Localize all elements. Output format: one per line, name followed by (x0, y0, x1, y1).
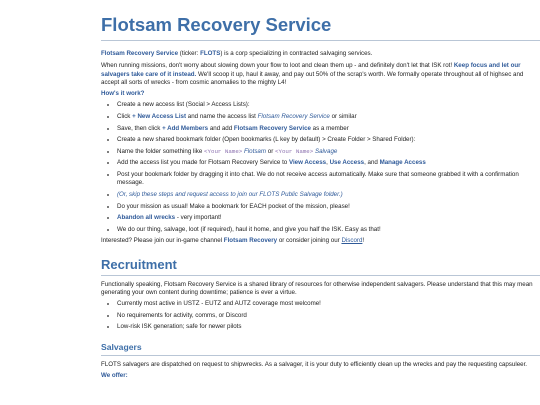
public-folder-link[interactable]: (Or, skip these steps and request access to join our FLOTS Public Salvage folder.) (117, 190, 343, 198)
list-item: • Abandon all wrecks - very important! (117, 214, 540, 222)
steps-list (101, 101, 540, 234)
list-item: • Post your bookmark folder by dragging it into chat. We do not receive access automatically. Make sure that someone grabbed it with a confirmation message. (117, 171, 540, 188)
interested-paragraph: Interested? Please join our in-game channel Flotsam Recovery or consider joining our Discord! (101, 237, 365, 245)
list-item: • Add the access list you made for Flotsam Recovery Service to View Access, Use Access, and Manage Access (117, 159, 540, 167)
list-item: • We do our thing, salvage, loot (if required), haul it home, and give you half the ISK. Easy as that! (117, 226, 540, 234)
list-item: • Name the folder something like <Your Name> Flotsam or <Your Name> Salvage (117, 148, 540, 156)
page (101, 0, 540, 380)
list-item (117, 191, 540, 199)
corp-name: Flotsam Recovery Service (101, 50, 179, 57)
recruitment-heading: Recruitment (101, 257, 540, 276)
list-item: • Create a new shared bookmark folder (Open bookmarks (L key by default) > Create Folder > Shared Folder): (117, 136, 540, 144)
discord-link[interactable]: Discord (341, 237, 363, 245)
list-item: • Save, then click + Add Members and add Flotsam Recovery Service as a member (117, 125, 540, 133)
list-item: • Low-risk ISK generation; safe for newer pilots (117, 323, 540, 331)
list-item: • Create a new access list (Social > Access Lists): (117, 101, 540, 109)
list-item: • Do your mission as usual! Make a bookmark for EACH pocket of the mission, please! (117, 203, 540, 211)
channel-name: Flotsam Recovery (223, 237, 278, 245)
salvagers-heading: Salvagers (101, 342, 540, 356)
list-item: • Click + New Access List and name the access list Flotsam Recovery Service or similar (117, 113, 540, 121)
how-it-works-heading: How's it work? (101, 90, 145, 98)
corp-ticker: FLOTS (200, 50, 221, 57)
list-item: • No requirements for activity, comms, or Discord (117, 312, 540, 320)
we-offer-heading: We offer: (101, 371, 128, 379)
recruitment-list (101, 300, 540, 331)
salvagers-paragraph: FLOTS salvagers are dispatched on request to shipwrecks. As a salvager, it is your duty to efficiently clean up the wrecks and pay the requesting capsuleer. (101, 360, 528, 368)
list-item: • Currently most active in USTZ - EUTZ and AUTZ coverage most welcome! (117, 300, 540, 308)
page-title: Flotsam Recovery Service (101, 14, 540, 41)
missions-paragraph: When running missions, don't worry about slowing down your flow to loot and clean them up - and definitely don't let that ISK rot! Keep focus and let our salvagers take care of it instead. We'll scoop it up, haul it away, and pay out 50% of the scrap's worth. We formally operate throughout all of highsec and accept all sorts of wrecks - from cosmic anomalies to the mighty L4! (101, 62, 524, 86)
intro-paragraph: Flotsam Recovery Service (ticker: FLOTS) is a corp specializing in contracted salvaging services. (101, 50, 373, 57)
recruitment-paragraph: Functionally speaking, Flotsam Recovery Service is a shared library of resources for otherwise independent salvagers. Please understand that this may mean generating your own content during downtime; patience is ever a virtue. (101, 280, 533, 296)
